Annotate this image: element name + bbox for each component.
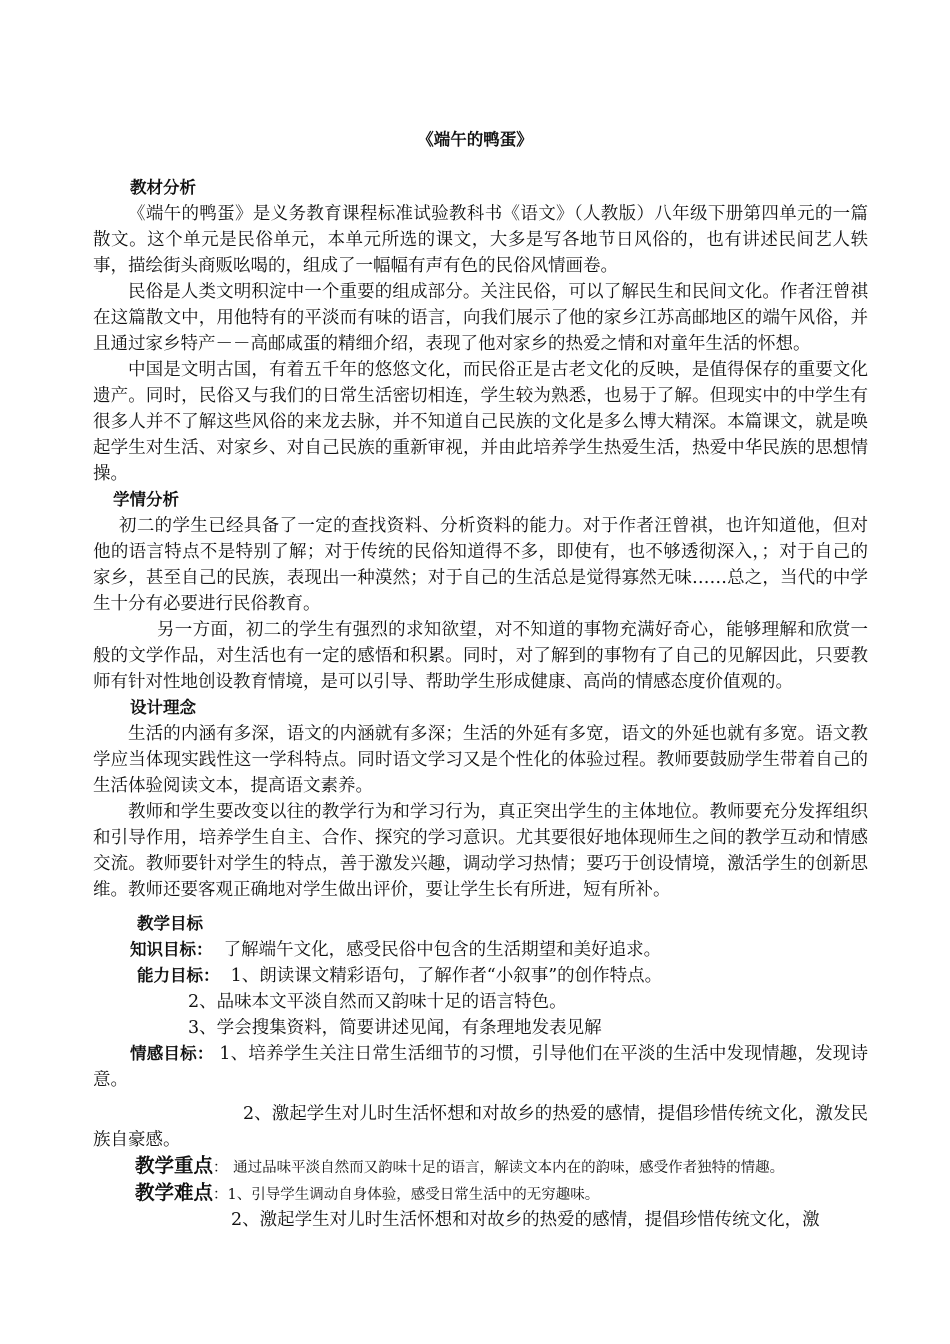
document-title: 《端午的鸭蛋》 — [417, 130, 533, 149]
section-heading-teaching-goals: 教学目标 — [137, 914, 203, 933]
teaching-difficulty-label: 教学难点 — [135, 1181, 214, 1204]
ability-goal-item-2: 2、品味本文平淡自然而又韵味十足的语言特色。 — [188, 992, 567, 1012]
section-heading-design-concept: 设计理念 — [130, 698, 196, 717]
teaching-focus-text: 通过品味平淡自然而又韵味十足的语言，解读文本内在的韵味，感受作者独特的情趣。 — [233, 1160, 785, 1176]
teaching-focus-label: 教学重点 — [135, 1154, 214, 1177]
document-body — [93, 175, 868, 1233]
paragraph: 《端午的鸭蛋》是义务教育课程标准试验教科书《语文》（人教版）八年级下册第四单元的一篇散文。这个单元是民俗单元，本单元所选的课文，大多是写各地节日风俗的，也有讲述民间艺人轶事，描绘街头商贩吆喝的，组成了一幅幅有声有色的民俗风情画卷。 — [93, 204, 868, 276]
paragraph: 初二的学生已经具备了一定的查找资料、分析资料的能力。对于作者汪曾祺，也许知道他，但对他的语言特点不是特别了解；对于传统的民俗知道得不多，即使有，也不够透彻深入，；对于自己的家乡，甚至自己的民族，表现出一种漠然；对于自己的生活总是觉得寡然无味……总之，当代的中学生十分有必要进行民俗教育。 — [93, 516, 868, 614]
ability-goal-item-3: 3、学会搜集资料，简要讲述见闻，有条理地发表见解 — [188, 1018, 602, 1038]
emotion-goal-label: 情感目标： — [130, 1044, 214, 1063]
paragraph: 教师和学生要改变以往的教学行为和学习行为，真正突出学生的主体地位。教师要充分发挥组织和引导作用，培养学生自主、合作、探究的学习意识。尤其要很好地体现师生之间的教学互动和情感交流。教师要针对学生的特点，善于激发兴趣，调动学习热情；要巧于创设情境，激活学生的创新思维。教师还要客观正确地对学生做出评价，要让学生长有所进，短有所补。 — [93, 802, 868, 900]
teaching-difficulty-colon: ： — [213, 1187, 228, 1203]
emotion-goal — [93, 1041, 868, 1093]
teaching-focus — [93, 1153, 868, 1180]
section-heading-textbook-analysis: 教材分析 — [130, 178, 196, 197]
knowledge-goal — [93, 937, 868, 963]
paragraph: 中国是文明古国，有着五千年的悠悠文化，而民俗正是古老文化的反映，是值得保存的重要文化遗产。同时，民俗又与我们的日常生活密切相连，学生较为熟悉，也易于了解。但现实中的中学生有很多人并不了解这些风俗的来龙去脉，并不知道自己民族的文化是多么博大精深。本篇课文，就是唤起学生对生活、对家乡、对自己民族的重新审视，并由此培养学生热爱生活，热爱中华民族的思想情操。 — [93, 360, 868, 484]
paragraph: 民俗是人类文明积淀中一个重要的组成部分。关注民俗，可以了解民生和民间文化。作者汪曾祺在这篇散文中，用他特有的平淡而有味的语言，向我们展示了他的家乡江苏高邮地区的端午风俗，并且通过家乡特产－－高邮咸蛋的精细介绍，表现了他对家乡的热爱之情和对童年生活的怀想。 — [93, 282, 868, 354]
ability-goal-label: 能力目标： — [137, 966, 220, 985]
ability-goal-item-1: 1、朗读课文精彩语句，了解作者“小叙事”的创作特点。 — [230, 966, 663, 986]
emotion-goal-item-1: 1、培养学生关注日常生活细节的习惯，引导他们在平淡的生活中发现情趣，发现诗意。 — [93, 1044, 868, 1090]
paragraph: 生活的内涵有多深，语文的内涵就有多深；生活的外延有多宽，语文的外延也就有多宽。语文教学应当体现实践性这一学科特点。同时语文学习又是个性化的体验过程。教师要鼓励学生带着自己的生活体验阅读文本，提高语文素养。 — [93, 724, 868, 796]
section-heading-student-analysis: 学情分析 — [113, 490, 179, 509]
teaching-difficulty-item-1: 1、引导学生调动自身体验，感受日常生活中的无穷趣味。 — [227, 1187, 600, 1203]
paragraph: 另一方面，初二的学生有强烈的求知欲望，对不知道的事物充满好奇心，能够理解和欣赏一般的文学作品，对生活也有一定的感悟和积累。同时，对了解到的事物有了自己的见解因此，只要教师有针对性地创设教育情境，是可以引导、帮助学生形成健康、高尚的情感态度价值观的。 — [93, 620, 868, 692]
teaching-difficulty — [93, 1180, 868, 1207]
ability-goal — [93, 963, 868, 989]
emotion-goal-item-2: 2、激起学生对儿时生活怀想和对故乡的热爱的感情，提倡珍惜传统文化，激发民族自豪感。 — [93, 1104, 868, 1150]
teaching-difficulty-item-2: 2、激起学生对儿时生活怀想和对故乡的热爱的感情，提倡珍惜传统文化，激 — [231, 1210, 820, 1230]
knowledge-goal-text: 了解端午文化，感受民俗中包含的生活期望和美好追求。 — [223, 940, 662, 960]
knowledge-goal-label: 知识目标： — [130, 940, 213, 959]
teaching-focus-colon: ： — [213, 1160, 228, 1176]
